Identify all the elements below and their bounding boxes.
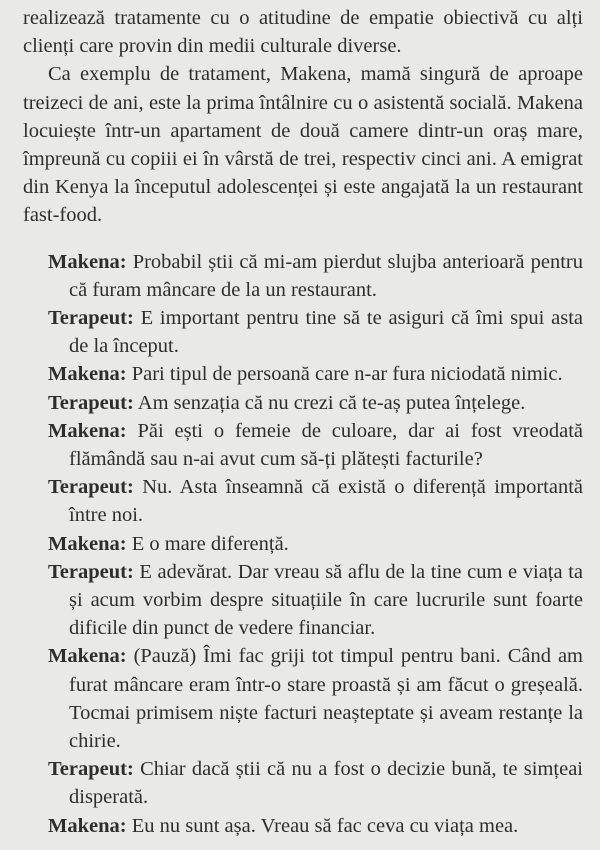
speaker-label: Makena: (48, 250, 127, 273)
utterance: E important pentru tine să te asiguri că îmi spui asta de la început. (69, 307, 584, 358)
dialogue-turn (48, 530, 583, 558)
speaker-label: Makena: (48, 645, 127, 668)
paragraph-intro: realizează tratamente cu o atitudine de empatie obiectivă cu alți clienți care provin din medii culturale diverse. (23, 7, 583, 58)
utterance: (Pauză) Îmi fac griji tot timpul pentru bani. Când am furat mâncare eram într-o stare proastă și am făcut o greșeală. Tocmai primisem niște facturi neașteptate și aveam restanțe la chirie. (69, 645, 584, 753)
utterance: Probabil știi că mi-am pierdut slujba anterioară pentru că furam mâncare de la un restaurant. (69, 250, 583, 301)
utterance: E adevărat. Dar vreau să aflu de la tine cum e viața ta și acum vorbim despre situațiile în care lucrurile sunt foarte dificile din punct de vedere financiar. (69, 560, 583, 640)
utterance: Păi ești o femeie de culoare, dar ai fost vreodată flămândă sau n-ai avut cum să-ți plătești facturile? (69, 419, 584, 471)
utterance: E o mare diferență. (131, 532, 289, 555)
dialogue-turn (48, 417, 583, 473)
speaker-label: Makena: (48, 532, 127, 555)
utterance: Eu nu sunt așa. Vreau să fac ceva cu viața mea. (131, 814, 519, 837)
utterance: Chiar dacă știi că nu a fost o decizie bună, te simțeai disperată. (69, 758, 584, 809)
dialogue-turn (48, 360, 583, 388)
utterance: Pari tipul de persoană care n-ar fura niciodată nimic. (131, 363, 563, 386)
speaker-label: Makena: (48, 419, 127, 442)
dialogue-transcript (23, 248, 583, 840)
speaker-label: Terapeut: (48, 758, 134, 781)
dialogue-turn (48, 248, 583, 304)
speaker-label: Terapeut: (48, 307, 134, 330)
speaker-label: Terapeut: (48, 391, 134, 414)
book-page (23, 4, 583, 840)
dialogue-turn (48, 304, 583, 360)
speaker-label: Makena: (48, 814, 127, 837)
dialogue-turn (48, 473, 583, 529)
dialogue-turn (48, 812, 583, 840)
dialogue-turn (48, 558, 583, 643)
speaker-label: Makena: (48, 363, 127, 386)
utterance: Am senzația că nu crezi că te-aș putea înțelege. (137, 391, 526, 414)
dialogue-turn (48, 642, 583, 755)
dialogue-turn (48, 389, 583, 417)
dialogue-turn (48, 755, 583, 811)
speaker-label: Terapeut: (48, 560, 134, 583)
utterance: Nu. Asta înseamnă că există o diferență importantă între noi. (69, 476, 583, 527)
paragraph-case-description: Ca exemplu de tratament, Makena, mamă singură de aproape treizeci de ani, este la prima întâlnire cu o asistentă socială. Makena locuiește într-un apartament de două camere dintr-un oraș mare, împreună cu copiii ei în vârstă de trei, respectiv cinci ani. A emigrat din Kenya la începutul adolescenței și este angajată la un restaurant fast-food. (23, 63, 583, 227)
speaker-label: Terapeut: (48, 476, 134, 499)
